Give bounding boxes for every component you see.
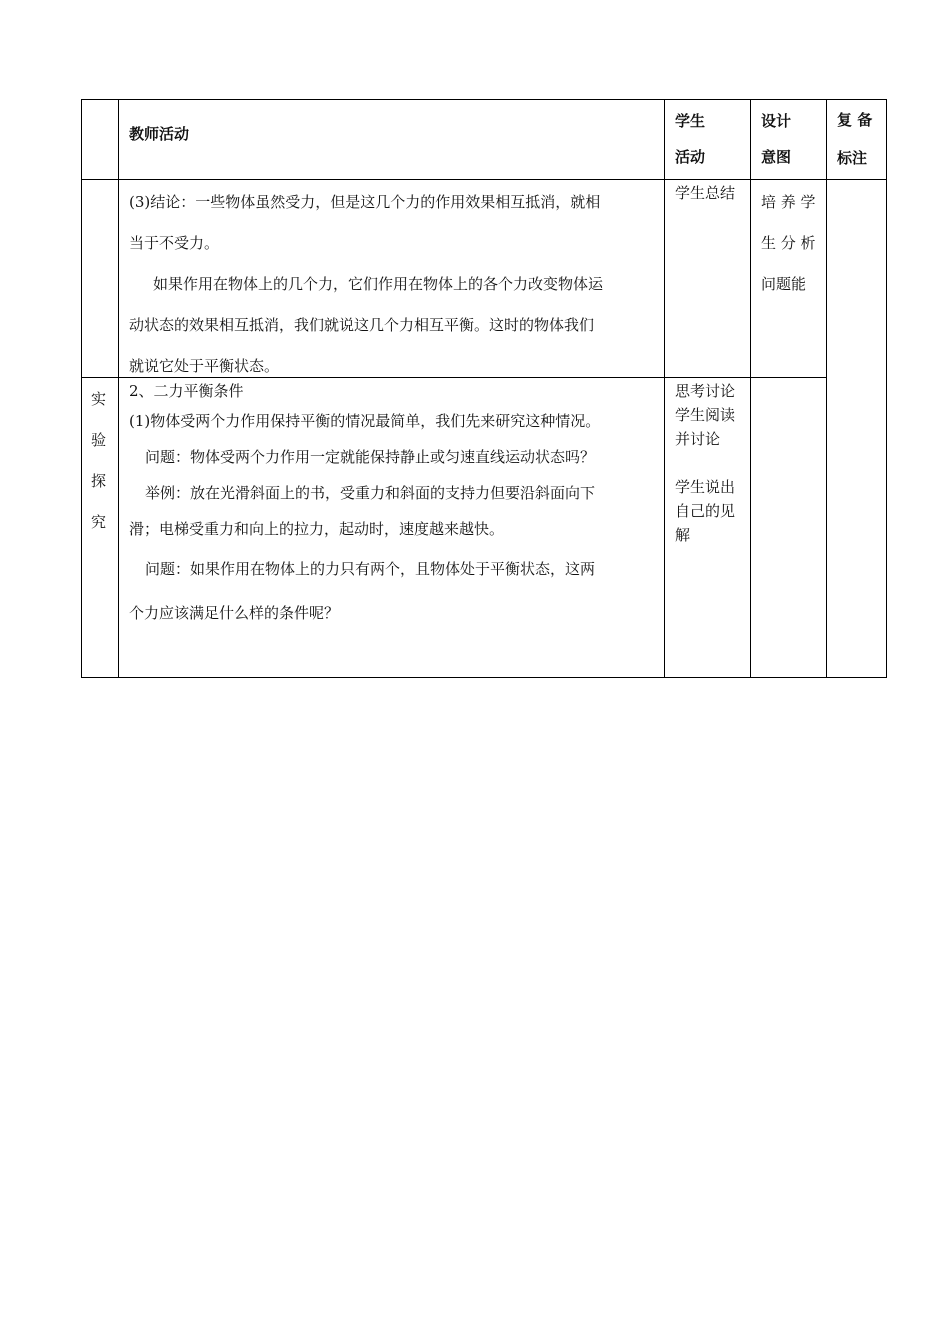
col-divider-2 — [664, 99, 665, 678]
row2-teacher-content: 2、二力平衡条件 (1)物体受两个力作用保持平衡的情况最简单，我们先来研究这种情况。 问题：物体受两个力作用一定就能保持静止或匀速直线运动状态吗？ 举例：放在光滑斜面上的书，受重力和斜面的支持力但要沿斜面向下 滑；电梯受重力和向上的拉力，起动时，速度越来越快。 问题：如果作用在物体上的力只有两个，且物体处于平衡状态，这两 个力应该满足什么样的条件呢？ — [129, 382, 601, 622]
table-border-right — [886, 99, 887, 678]
header-review-notes: 复 备 标注 — [837, 111, 873, 167]
row2-student-activity: 思考讨论 学生阅读 并讨论 学生说出 自己的见 解 — [675, 382, 736, 544]
lesson-plan-table — [81, 99, 887, 678]
row1-design-intent: 培 养 学 生 分 析 问题能 — [761, 193, 816, 293]
table-border-left — [81, 99, 82, 678]
header-divider — [81, 179, 887, 180]
row1-teacher-content: (3)结论：一些物体虽然受力，但是这几个力的作用效果相互抵消，就相 当于不受力。 如果作用在物体上的几个力，它们作用在物体上的各个力改变物体运 动状态的效果相互抵消，我们就说这几个力相互平衡。这时的物体我们 就说它处于平衡状态。 — [129, 193, 604, 375]
row1-student-activity: 学生总结 — [675, 184, 736, 202]
row2-section-label: 实 验 探 究 — [91, 390, 107, 531]
col-divider-4 — [826, 99, 827, 678]
col-divider-1 — [118, 99, 119, 678]
header-student-activity: 学生 活动 — [675, 112, 706, 166]
col-divider-3 — [750, 99, 751, 678]
table-border-top — [81, 99, 887, 100]
header-design-intent: 设计 意图 — [761, 112, 792, 166]
header-teacher-activity: 教师活动 — [129, 125, 190, 143]
table-border-bottom — [81, 677, 887, 678]
